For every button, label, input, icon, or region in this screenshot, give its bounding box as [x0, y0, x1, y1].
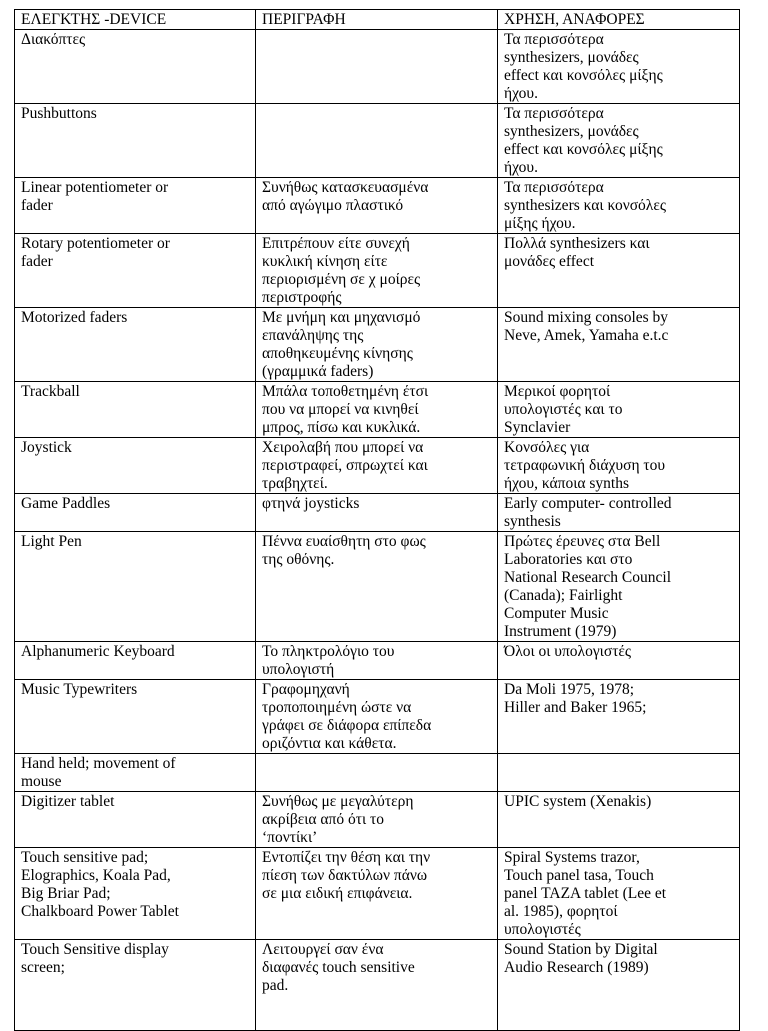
- table-row: [15, 308, 740, 382]
- usage-cell: Πολλά synthesizers και μονάδες effect: [498, 234, 740, 308]
- description-cell: Εντοπίζει την θέση και την πίεση των δακτύλων πάνω σε μια ειδική επιφάνεια.: [256, 848, 498, 940]
- description-cell: φτηνά joysticks: [256, 494, 498, 532]
- description-cell: Με μνήμη και μηχανισμό επανάληψης της αποθηκευμένης κίνησης (γραμμικά faders): [256, 308, 498, 382]
- device-cell: Game Paddles: [15, 494, 256, 532]
- device-cell: Touch Sensitive display screen;: [15, 940, 256, 1031]
- header-row: [15, 10, 740, 30]
- device-cell: Motorized faders: [15, 308, 256, 382]
- table-row: [15, 234, 740, 308]
- table-row: [15, 940, 740, 1031]
- usage-cell: Da Moli 1975, 1978; Hiller and Baker 1965;: [498, 680, 740, 754]
- description-cell: Λειτουργεί σαν ένα διαφανές touch sensitive pad.: [256, 940, 498, 1031]
- usage-cell: UPIC system (Xenakis): [498, 792, 740, 848]
- usage-cell: Sound mixing consoles by Neve, Amek, Yamaha e.t.c: [498, 308, 740, 382]
- usage-cell: Sound Station by Digital Audio Research (1989): [498, 940, 740, 1031]
- header-description: ΠΕΡΙΓΡΑΦΗ: [256, 10, 498, 30]
- usage-cell: Μερικοί φορητοί υπολογιστές και το Synclavier: [498, 382, 740, 438]
- table-row: [15, 754, 740, 792]
- description-cell: Συνήθως κατασκευασμένα από αγώγιμο πλαστικό: [256, 178, 498, 234]
- table-row: [15, 104, 740, 178]
- usage-cell: Πρώτες έρευνες στα Bell Laboratories και στο National Research Council (Canada); Fairlight Computer Music Instrument (1979): [498, 532, 740, 642]
- description-cell: Πέννα ευαίσθητη στο φως της οθόνης.: [256, 532, 498, 642]
- description-cell: Επιτρέπουν είτε συνεχή κυκλική κίνηση είτε περιορισμένη σε χ μοίρες περιστροφής: [256, 234, 498, 308]
- table-row: [15, 642, 740, 680]
- description-cell: Γραφομηχανή τροποποιημένη ώστε να γράφει σε διάφορα επίπεδα οριζόντια και κάθετα.: [256, 680, 498, 754]
- devices-table: [14, 9, 740, 1031]
- device-cell: Light Pen: [15, 532, 256, 642]
- usage-cell: Τα περισσότερα synthesizers, μονάδες effect και κονσόλες μίξης ήχου.: [498, 30, 740, 104]
- description-cell: Χειρολαβή που μπορεί να περιστραφεί, σπρωχτεί και τραβηχτεί.: [256, 438, 498, 494]
- header-usage: ΧΡΗΣΗ, ΑΝΑΦΟΡΕΣ: [498, 10, 740, 30]
- table-row: [15, 848, 740, 940]
- device-cell: Linear potentiometer or fader: [15, 178, 256, 234]
- table-row: [15, 382, 740, 438]
- table-row: [15, 178, 740, 234]
- device-cell: Trackball: [15, 382, 256, 438]
- device-cell: Touch sensitive pad; Elographics, Koala Pad, Big Briar Pad; Chalkboard Power Tablet: [15, 848, 256, 940]
- device-cell: Joystick: [15, 438, 256, 494]
- description-cell: Συνήθως με μεγαλύτερη ακρίβεια από ότι το ‘ποντίκι’: [256, 792, 498, 848]
- device-cell: Alphanumeric Keyboard: [15, 642, 256, 680]
- device-cell: Hand held; movement of mouse: [15, 754, 256, 792]
- description-cell: Το πληκτρολόγιο του υπολογιστή: [256, 642, 498, 680]
- usage-cell: Κονσόλες για τετραφωνική διάχυση του ήχου, κάποια synths: [498, 438, 740, 494]
- device-cell: Music Typewriters: [15, 680, 256, 754]
- description-cell: [256, 30, 498, 104]
- description-cell: [256, 104, 498, 178]
- header-device: ΕΛΕΓΚΤΗΣ -DEVICE: [15, 10, 256, 30]
- device-cell: Digitizer tablet: [15, 792, 256, 848]
- table-row: [15, 494, 740, 532]
- usage-cell: Τα περισσότερα synthesizers και κονσόλες μίξης ήχου.: [498, 178, 740, 234]
- device-cell: Rotary potentiometer or fader: [15, 234, 256, 308]
- device-cell: Pushbuttons: [15, 104, 256, 178]
- usage-cell: Όλοι οι υπολογιστές: [498, 642, 740, 680]
- table-row: [15, 532, 740, 642]
- usage-cell: Early computer- controlled synthesis: [498, 494, 740, 532]
- usage-cell: Spiral Systems trazor, Touch panel tasa, Touch panel TAZA tablet (Lee et al. 1985), φορητοί υπολογιστές: [498, 848, 740, 940]
- usage-cell: Τα περισσότερα synthesizers, μονάδες effect και κονσόλες μίξης ήχου.: [498, 104, 740, 178]
- table-row: [15, 438, 740, 494]
- table-row: [15, 792, 740, 848]
- table-row: [15, 30, 740, 104]
- description-cell: Μπάλα τοποθετημένη έτσι που να μπορεί να κινηθεί μπρος, πίσω και κυκλικά.: [256, 382, 498, 438]
- table-row: [15, 680, 740, 754]
- usage-cell: [498, 754, 740, 792]
- description-cell: [256, 754, 498, 792]
- device-cell: Διακόπτες: [15, 30, 256, 104]
